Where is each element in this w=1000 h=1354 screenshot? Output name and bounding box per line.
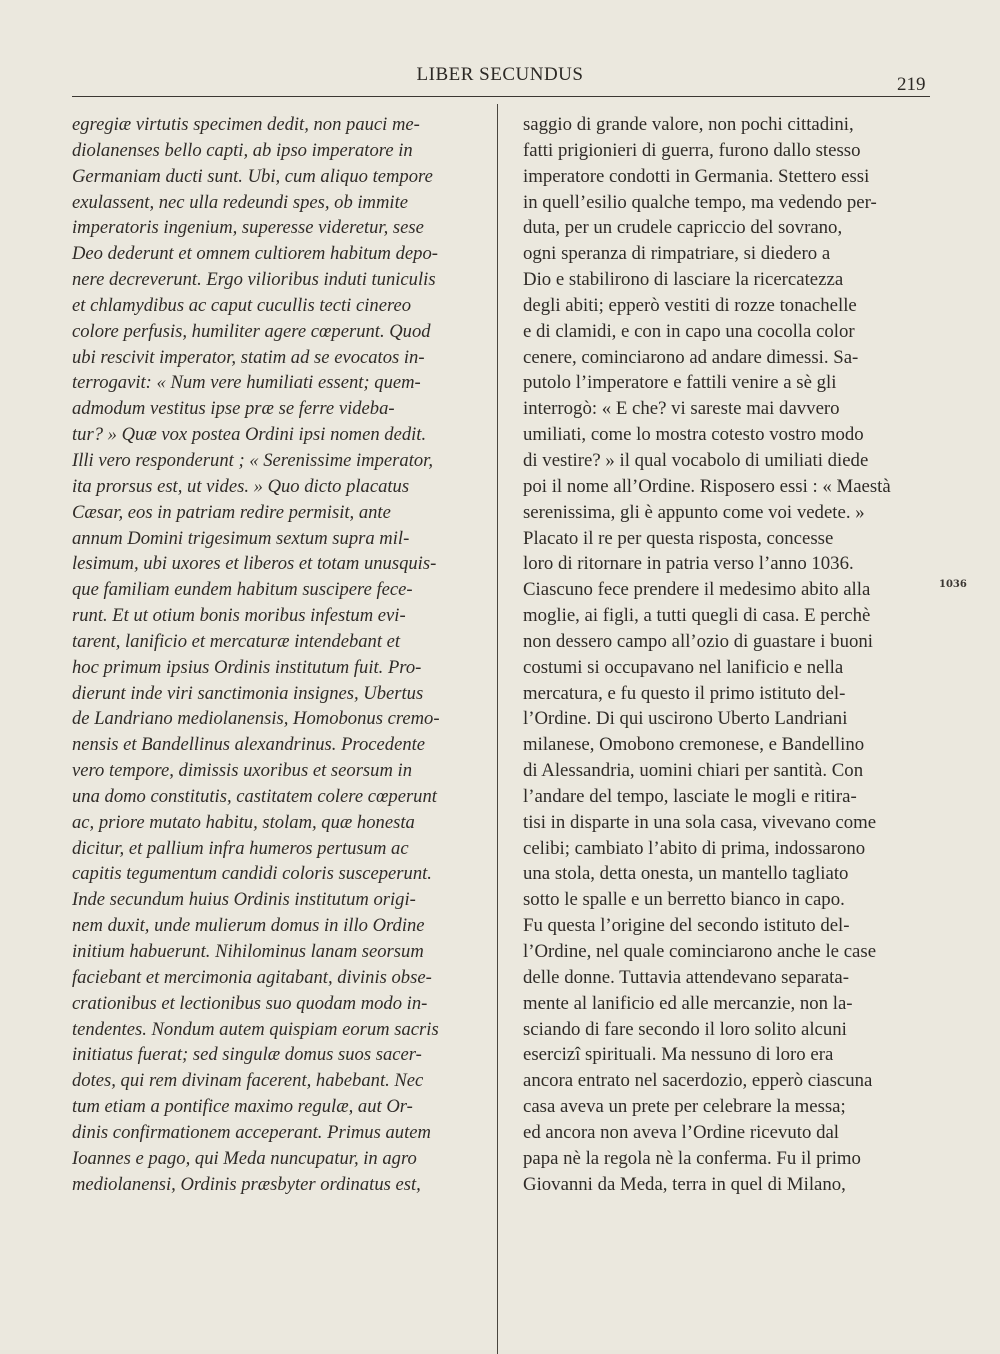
italian-text-line: tisi in disparte in una sola casa, vivevano come xyxy=(523,811,877,833)
italian-text-line: delle donne. Tuttavia attendevano separata- xyxy=(523,966,849,988)
latin-text-line: imperatoris ingenium, superesse videretur, sese xyxy=(72,217,424,239)
latin-text-line: et chlamydibus ac caput cucullis tecti cinereo xyxy=(72,294,412,316)
italian-text-line: l’andare del tempo, lasciate le mogli e ritira- xyxy=(523,785,857,807)
italian-text-line: l’Ordine. Di qui uscirono Uberto Landriani xyxy=(523,708,848,730)
column-divider xyxy=(497,104,498,1354)
italian-text-line: degli abiti; epperò vestiti di rozze tonachelle xyxy=(523,294,857,316)
latin-text-line: dierunt inde viri sanctimonia insignes, Ubertus xyxy=(72,682,424,704)
italian-text-line: poi il nome all’Ordine. Risposero essi : « Maestà xyxy=(523,475,891,497)
italian-text-line: di Alessandria, uomini chiari per santità. Con xyxy=(523,760,864,782)
latin-text-line: Inde secundum huius Ordinis institutum origi- xyxy=(72,889,416,911)
latin-text-line: initiatus fuerat; sed singulæ domus suos sacer- xyxy=(72,1044,422,1066)
latin-text-line: Cæsar, eos in patriam redire permisit, ante xyxy=(72,501,391,523)
latin-text-column xyxy=(72,112,482,1197)
italian-text-line: non dessero campo all’ozio di guastare i buoni xyxy=(523,630,873,652)
page-number: 219 xyxy=(897,74,926,95)
latin-text-line: ita prorsus est, ut vides. » Quo dicto placatus xyxy=(72,475,410,497)
latin-text-line: Illi vero responderunt ; « Serenissime imperator, xyxy=(72,449,433,471)
italian-text-line: loro di ritornare in patria verso l’anno 1036. xyxy=(523,553,854,575)
latin-text-line: tendentes. Nondum autem quispiam eorum sacris xyxy=(72,1018,439,1040)
italian-text-line: casa aveva un prete per celebrare la messa; xyxy=(523,1096,846,1118)
latin-text-line: hoc primum ipsius Ordinis institutum fuit. Pro- xyxy=(72,656,422,678)
latin-text-line: dicitur, et pallium infra humeros pertusum ac xyxy=(72,837,409,859)
latin-text-line: vero tempore, dimissis uxoribus et seorsum in xyxy=(72,760,412,782)
italian-text-line: sotto le spalle e un berretto bianco in capo. xyxy=(523,889,845,911)
italian-text-line: fatti prigionieri di guerra, furono dallo stesso xyxy=(523,139,861,161)
italian-text-line: papa nè la regola nè la conferma. Fu il primo xyxy=(523,1147,861,1169)
latin-text-line: nem duxit, unde mulierum domus in illo Ordine xyxy=(72,915,425,937)
italian-text-line: duta, per un crudele capriccio del sovrano, xyxy=(523,217,843,239)
latin-text-line: Ioannes e pago, qui Meda nuncupatur, in agro xyxy=(72,1147,417,1169)
latin-text-line: lesimum, ubi uxores et liberos et totam unusquis- xyxy=(72,553,437,575)
italian-text-line: di vestire? » il qual vocabolo di umiliati diede xyxy=(523,449,869,471)
italian-text-line: costumi si occupavano nel lanificio e nella xyxy=(523,656,844,678)
italian-text-line: umiliati, come lo mostra cotesto vostro modo xyxy=(523,424,864,446)
header-rule xyxy=(72,96,930,97)
latin-text-line: mediolanensi, Ordinis præsbyter ordinatus est, xyxy=(72,1173,421,1195)
latin-text-line: crationibus et lectionibus suo quodam modo in- xyxy=(72,992,428,1014)
latin-text-line: nensis et Bandellinus alexandrinus. Procedente xyxy=(72,734,426,756)
latin-text-line: runt. Et ut otium bonis moribus infestum evi- xyxy=(72,605,406,627)
italian-text-line: Placato il re per questa risposta, concesse xyxy=(523,527,834,549)
italian-text-line: Ciascuno fece prendere il medesimo abito alla xyxy=(523,579,871,601)
latin-text-line: terrogavit: « Num vere humiliati essent; quem- xyxy=(72,372,421,394)
italian-text-line: mente al lanificio ed alle mercanzie, non la- xyxy=(523,992,853,1014)
latin-text-line: Deo dederunt et omnem cultiorem habitum depo- xyxy=(72,243,438,265)
italian-text-line: l’Ordine, nel quale cominciarono anche le case xyxy=(523,941,877,962)
latin-text-line: tarent, lanificio et mercaturæ intendebant et xyxy=(72,630,401,652)
latin-text-line: ac, priore mutato habitu, stolam, quæ honesta xyxy=(72,811,415,833)
italian-text-line: Giovanni da Meda, terra in quel di Milano, xyxy=(523,1173,846,1195)
italian-text-line: interrogò: « E che? vi sareste mai davvero xyxy=(523,398,840,420)
latin-text-line: ubi rescivit imperator, statim ad se evocatos in- xyxy=(72,346,425,368)
latin-text-line: dinis confirmationem acceperant. Primus autem xyxy=(72,1121,431,1143)
latin-text-line: admodum vestitus ipse præ se ferre videba- xyxy=(72,398,395,420)
latin-text-line: annum Domini trigesimum sextum supra mil- xyxy=(72,527,410,549)
latin-text-line: diolanenses bello capti, ab ipso imperatore in xyxy=(72,139,413,161)
italian-text-line: cenere, cominciarono ad andare dimessi. Sa- xyxy=(523,346,859,368)
italian-text-line: serenissima, gli è appunto come voi vedete. » xyxy=(523,501,865,523)
italian-text-line: una stola, detta onesta, un mantello tagliato xyxy=(523,863,849,885)
latin-text-line: tum etiam a pontifice maximo regulæ, aut Or- xyxy=(72,1096,413,1118)
italian-text-line: celibi; cambiato l’abito di prima, indossarono xyxy=(523,837,866,859)
italian-text-line: imperatore condotti in Germania. Stettero essi xyxy=(523,165,870,187)
latin-text-line: Germaniam ducti sunt. Ubi, cum aliquo tempore xyxy=(72,165,433,187)
latin-text-line: dotes, qui rem divinam facerent, habebant. Nec xyxy=(72,1070,424,1092)
italian-text-line: saggio di grande valore, non pochi cittadini, xyxy=(523,114,854,135)
italian-text-line: sciando di fare secondo il loro solito alcuni xyxy=(523,1018,847,1040)
italian-text-line: mercatura, e fu questo il primo istituto del- xyxy=(523,682,846,704)
margin-year-note: 1036 xyxy=(939,579,967,590)
italian-text-line: ed ancora non aveva l’Ordine ricevuto dal xyxy=(523,1121,840,1143)
italian-text-line: ogni speranza di rimpatriare, si diedero a xyxy=(523,243,831,265)
latin-text-line: capitis tegumentum candidi coloris susceperunt. xyxy=(72,863,432,885)
latin-text-line: una domo constitutis, castitatem colere cœperunt xyxy=(72,785,437,807)
latin-text-line: nere decreverunt. Ergo vilioribus induti tuniculis xyxy=(72,269,436,291)
latin-text-line: que familiam eundem habitum suscipere fece- xyxy=(72,579,413,601)
latin-text-line: tur? » Quæ vox postea Ordini ipsi nomen dedit. xyxy=(72,424,427,446)
italian-text-line: milanese, Omobono cremonese, e Bandellino xyxy=(523,734,865,756)
italian-text-line: esercizî spirituali. Ma nessuno di loro era xyxy=(523,1044,834,1066)
italian-text-line: moglie, ai figli, a tutti quegli di casa. E perchè xyxy=(523,605,871,627)
latin-text-line: colore perfusis, humiliter agere cœperunt. Quod xyxy=(72,320,431,342)
running-title: LIBER SECUNDUS xyxy=(416,64,584,85)
italian-text-column xyxy=(523,112,933,1197)
latin-text-line: initium habuerunt. Nihilominus lanam seorsum xyxy=(72,941,424,962)
italian-text-line: Fu questa l’origine del secondo istituto del- xyxy=(523,915,850,937)
italian-text-line: Dio e stabilirono di lasciare la ricercatezza xyxy=(523,269,844,291)
latin-text-line: egregiæ virtutis specimen dedit, non pauci me- xyxy=(72,114,420,135)
latin-text-line: de Landriano mediolanensis, Homobonus cremo- xyxy=(72,708,440,730)
latin-text-line: faciebant et mercimonia agitabant, divinis obse- xyxy=(72,966,432,988)
italian-text-line: ancora entrato nel sacerdozio, epperò ciascuna xyxy=(523,1070,873,1092)
italian-text-line: putolo l’imperatore e fattili venire a sè gli xyxy=(523,372,837,394)
latin-text-line: exulassent, nec ulla redeundi spes, ob immite xyxy=(72,191,408,213)
italian-text-line: e di clamidi, e con in capo una cocolla color xyxy=(523,320,855,342)
italian-text-line: in quell’esilio qualche tempo, ma vedendo per- xyxy=(523,191,877,213)
